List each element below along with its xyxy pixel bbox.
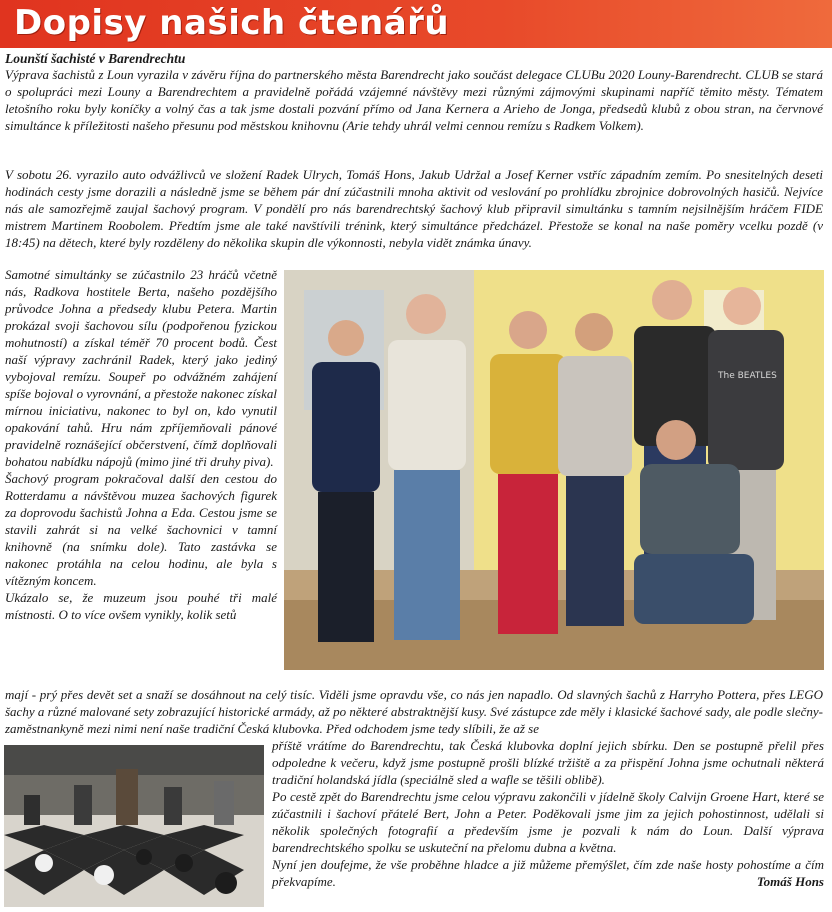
group-photo bbox=[284, 270, 824, 670]
paragraph-5c: příště vrátíme do Barendrechtu, tak Česká klubovka doplní jejich sbírku. Den se postupně přelil přes odpoledne k večeru, když jsme postupně prošli blízké tržiště a za přispění Johna jsme ochutnali některá tradiční holandská jídla (speciálně sled a wafle se těšili oblibě). bbox=[272, 738, 824, 787]
chess-board-illustration bbox=[4, 745, 264, 907]
left-column bbox=[5, 266, 277, 623]
right-column bbox=[272, 737, 824, 890]
header-banner bbox=[0, 0, 832, 48]
beatles-shirt-text: The BEATLES bbox=[718, 371, 777, 381]
paragraph-7 bbox=[272, 856, 824, 890]
paragraph-3: Samotné simultánky se zúčastnilo 23 hráčů včetně nás, Radkova hostitele Berta, našeho pozdějšího průvodce Johna a předsedy klubu Petera. Martin prokázal svoji šachovou sílu (podpořenou fyzickou mohutností) a získal téměř 70 procent bodů. Čest naší výpravy zachránil Radek, který jako jediný vybojoval remízu. Soupeř po odvážném zahájení spíše bojoval o vyrovnání, a přestože nakonec získal mírnou iniciativu, nakonec to byl on, kdo vynutil opakování tahů. Hru nám zpříjemňovali pánové pravidelně roznášející občerstvení, čímž doplňovali bohatou nabídku nápojů (mimo jiné tři druhy piva). bbox=[5, 267, 277, 469]
paragraph-5b: mají - prý přes devět set a snaží se dosáhnout na celý tisíc. Viděli jsme opravdu vše, co nás jen napadlo. Od slavných šachů z Harryho Pottera, přes LEGO šachy a různé malované sety zobrazující historické armády, až po některé abstraktnější kusy. Své zástupce zde měly i klasické šachové sady, ale podle slečny-zaměstnankyně mezi nimi není naše tradiční Česká klubovka. Před odchodem jsme tedy slíbili, že až se bbox=[5, 687, 823, 736]
group-photo-illustration bbox=[284, 270, 824, 670]
paragraph-6: Po cestě zpět do Barendrechtu jsme celou výpravu zakončili v jídelně školy Calvijn Groene Hart, které se zúčastnili i šachoví přátelé Bert, John a Peter. Poděkovali jsme jim za jejich pohostinnost, udělali si několik společných fotografií a především jsme je pozvali k nám do Loun. Další výprava barendrechtského spolku se uskuteční na přelomu dubna a května. bbox=[272, 789, 824, 855]
paragraph-5a: Ukázalo se, že muzeum jsou pouhé tři malé místnosti. O to více ovšem vynikly, kolik setů bbox=[5, 590, 277, 622]
paragraph-4: Šachový program pokračoval další den cestou do Rotterdamu a návštěvou muzea šachových figurek za doprovodu šachistů Johna a Eda. Cestou jsme se stavili zahrát si na velké šachovnici v tamní knihovně (na snímku dole). Tato zastávka se nakonec protáhla na celou hodinu, ale byla s vítězným koncem. bbox=[5, 471, 277, 588]
paragraph-7-text: Nyní jen doufejme, že vše proběhne hladce a již můžeme přemýšlet, čím zde naše hosty pohostíme a čím překvapíme. bbox=[272, 857, 824, 889]
author-signature: Tomáš Hons bbox=[756, 874, 824, 889]
paragraph-2: V sobotu 26. vyrazilo auto odvážlivců ve složení Radek Ulrych, Tomáš Hons, Jakub Udržal a Josef Kerner vstříc západním zemím. Po snesitelných deseti hodinách cesty jsme dorazili a následně jsme se během pár dní zúčastnili mnoha aktivit od veslování po prohlídku zbrojnice dobrovolných hasičů. Nejvíce nás ale samozřejmě zaujal šachový program. V pondělí pro nás barendrechtský šachový klub připravil simultánku s tamním nejsilnějším hráčem FIDE mistrem Martinem Roobolem. Předtím jsme ale také navštívili trénink, který simultánce předcházel. Přestože se konal na naše poměry vcelku pozdě (v 18:45) na dětech, které byly rozděleny do několika skupin dle výkonnosti, nebyla vidět známka únavy. bbox=[5, 167, 823, 250]
paragraph-1: Výprava šachistů z Loun vyrazila v závěru října do partnerského města Barendrecht jako součást delegace CLUBu 2020 Louny-Barendrecht. CLUB se stará o spolupráci mezi Louny a Barendrechtem a pravidelně pořádá vzájemné návštěvy mezi různými zájmovými skupinami napříč těmito městy. Tématem letošního roku byly koníčky a volný čas a tak jsme dostali pozvání přímo od Jana Kernera a Arieho de Jonga, předsedů klubů z obou stran, na červnové simultánce k příležitosti našeho přesunu pod městskou knihovnu (Arie tehdy uhrál velmi cennou remízu s Radkem Volkem). bbox=[5, 67, 823, 133]
section-title: Dopisy našich čtenářů bbox=[14, 3, 450, 43]
chess-board-photo bbox=[4, 745, 264, 907]
article-headline: Lounští šachisté v Barendrechtu bbox=[5, 51, 186, 66]
